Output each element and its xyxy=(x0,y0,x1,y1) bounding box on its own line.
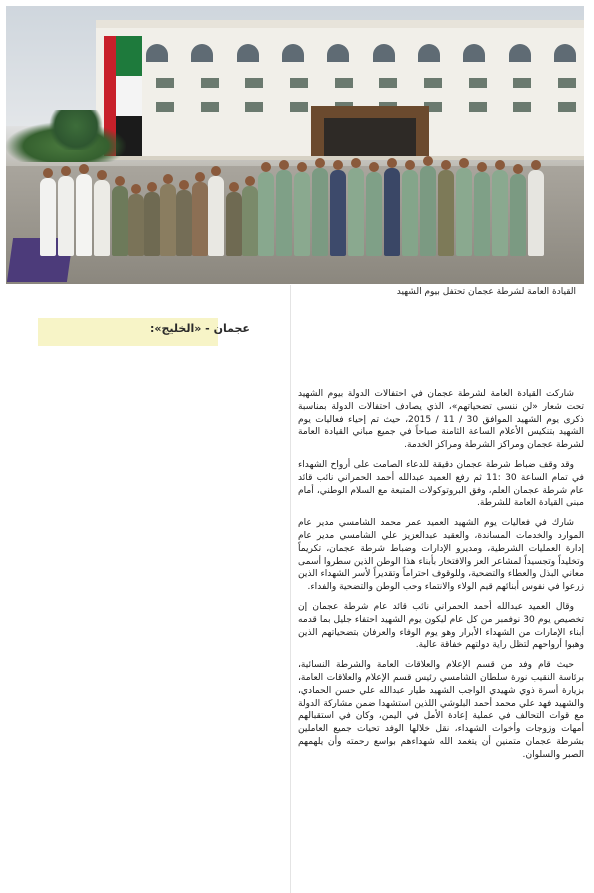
building-windows-row-1 xyxy=(156,78,576,88)
byline: عجمان - «الخليج»: xyxy=(150,322,250,335)
blank-margin xyxy=(0,350,290,893)
photo-caption: القيادة العامة لشرطة عجمان تحتفل بيوم الشهيد xyxy=(396,287,576,297)
palm-tree xyxy=(46,110,106,150)
article-paragraph: وقال العميد عبدالله أحمد الحمراني نائب قائد عام شرطة عجمان إن تخصيص يوم 30 نوفمبر من كل عام ليكون يوم الشهيد احتفاء جليل بما قدمه أبناء الإمارات من الشهداء الأبرار وهو يوم الوفاء والعرفان بتضحياتهم الذين وهبوا أرواحهم لتظل راية دولتهم خفاقة عالية. xyxy=(298,601,585,651)
news-photo xyxy=(6,6,584,284)
article-paragraph: حيث قام وفد من قسم الإعلام والعلاقات العامة والشرطة النسائية، برئاسة النقيب نورة سلطان الشامسي رئيس قسم الإعلام والعلاقات العامة، بزيارة أسرة ذوي شهيدي الواجب الشهيد طيار عبدالله علي حسن الحمادي، والشهيد فهد علي محمد أحمد البلوشي اللذين استشهدا ضمن مشاركة الدولة مع قوات التحالف في عملية إعادة الأمل في اليمن، وكان في استقبالهم أمهات وزوجات وأخوات الشهداء، نقل خلالها الوفد تحيات جميع العاملين بشرطة عجمان متمنين أن يتغمد الله شهداءهم بواسع رحمته وأن يلهمهم الصبر والسلوان. xyxy=(298,660,584,760)
article-paragraph: شاركت القيادة العامة لشرطة عجمان في احتفالات الدولة بيوم الشهيد تحت شعار «لن ننسى تضحياتهم»، الذي يصادف احتفالات الدولة بمناسبة ذكرى يوم الشهيد الموافق 30 / 11 / 2015، حيث تم إحياء فعاليات يوم الشهيد بتنكيس الأعلام الساعة الثامنة صباحاً في جميع مباني القيادة العامة لشرطة عجمان ومراكز الشرطة ومراكز الخدمة. xyxy=(298,389,584,451)
column-divider xyxy=(290,285,291,893)
article-paragraph: شارك في فعاليات يوم الشهيد العميد عمر محمد الشامسي مدير عام الموارد والخدمات المساندة، والعقيد عبدالعزيز علي الشامسي مدير عام إدارة العمليات الشرطية، ومديرو الإدارات وضباط شرطة عجمان، تكريماً وتخليداً وتجسيداً لمشاعر العز والافتخار بأبناء هذا الوطن الذين سطروا أسمى معاني البذل والعطاء والتضحية، وللوقوف احتراماً وتقديراً لأسر الشهداء الذين زرعوا في نفوس أبنائهم قيم الولاء والانتماء وحب الوطن والتضحية والفداء. xyxy=(298,518,584,593)
building-arched-windows xyxy=(146,44,576,62)
article-paragraph: وقد وقف ضباط شرطة عجمان دقيقة للدعاء الصامت على أرواح الشهداء في تمام الساعة 30 :11 ثم رفع العميد عبدالله أحمد الحمراني نائب قائد عام شرطة عجمان العلم، وفق البروتوكولات المتبعة مع السلام الوطني، أمام مبنى القيادة العامة للشرطة. xyxy=(298,459,584,509)
article-body xyxy=(298,388,584,769)
saluting-officers-group xyxy=(36,146,576,256)
